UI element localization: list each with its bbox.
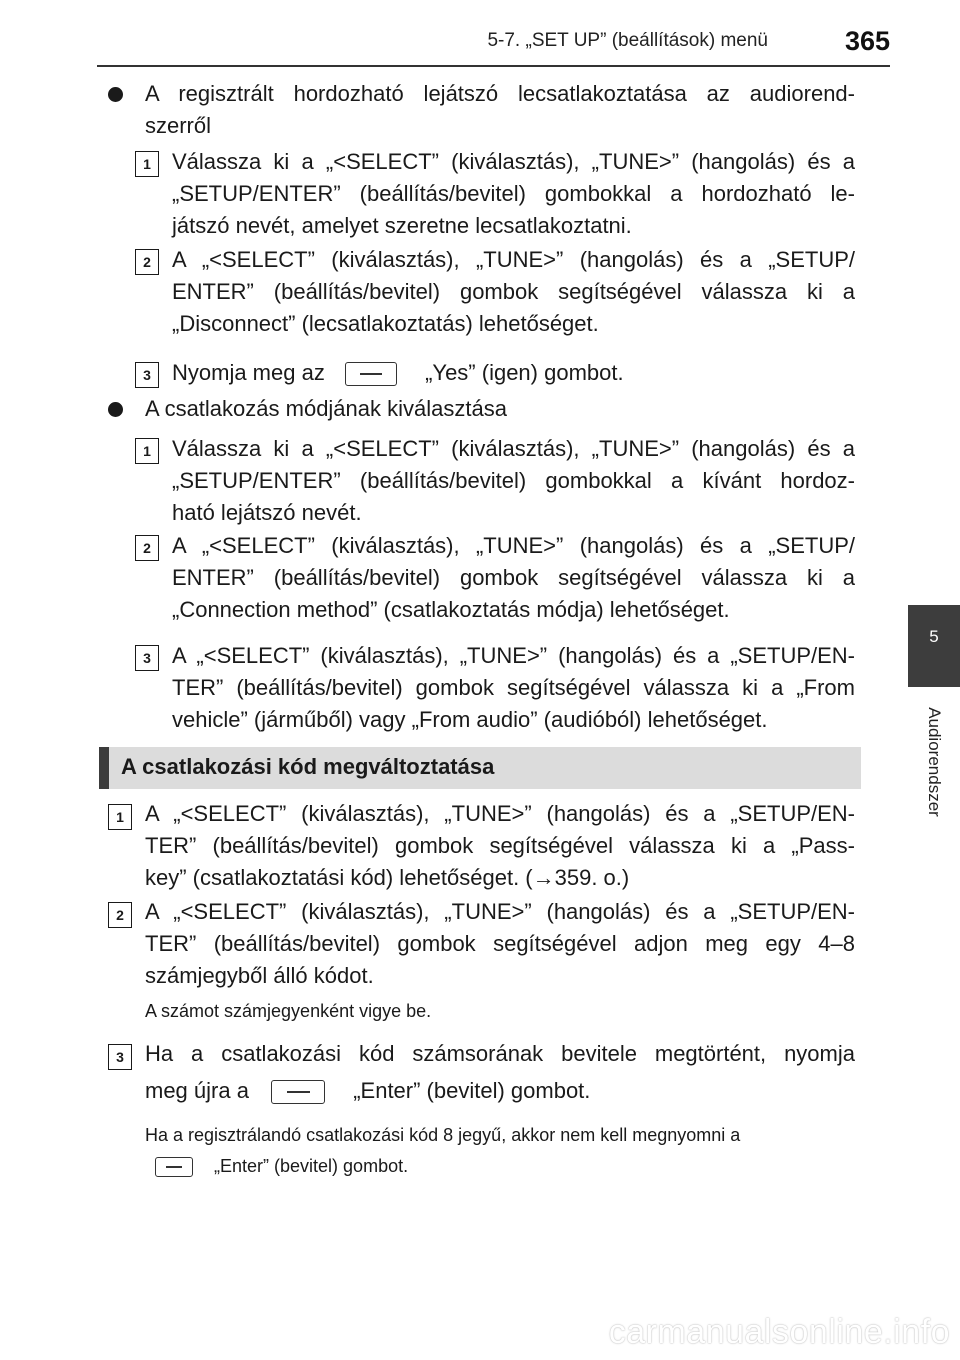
step-text: A „<SELECT” (kiválasztás), „TUNE>” (hangolás) és a „SETUP/EN- xyxy=(145,801,855,826)
step-text: TER” (beállítás/bevitel) gombok segítségével válassza ki a „Pass- xyxy=(145,833,855,858)
step-text: Válassza ki a „<SELECT” (kiválasztás), „TUNE>” (hangolás) és a xyxy=(172,436,855,461)
step-text: TER” (beállítás/bevitel) gombok segítségével válassza ki a „From xyxy=(172,675,855,700)
step-text: TER” (beállítás/bevitel) gombok segítségével adjon meg egy 4–8 xyxy=(145,931,855,956)
step-number-badge: 3 xyxy=(135,645,159,671)
step-note: Ha a regisztrálandó csatlakozási kód 8 jegyű, akkor nem kell megnyomni a xyxy=(145,1125,741,1145)
chapter-label: Audiorendszer xyxy=(925,707,944,817)
step-number-badge: 3 xyxy=(135,362,159,388)
watermark: carmanualsonline.info xyxy=(608,1313,950,1351)
screen-button-icon xyxy=(345,362,397,386)
screen-button-icon xyxy=(155,1157,193,1177)
step-text-before: Nyomja meg az xyxy=(172,360,325,385)
step-text-after: „Enter” (bevitel) gombot. xyxy=(353,1078,591,1103)
step-text: Ha a csatlakozási kód számsorának bevitele megtörtént, nyomja xyxy=(145,1041,855,1066)
bullet-icon xyxy=(108,87,123,102)
step-text: játszó nevét, amelyet szeretne lecsatlakoztatni. xyxy=(172,213,632,238)
step-text: A „<SELECT” (kiválasztás), „TUNE>” (hangolás) és a „SETUP/EN- xyxy=(172,643,855,668)
step-text: „Connection method” (csatlakoztatás módja) lehetőséget. xyxy=(172,597,730,622)
step-text: Válassza ki a „<SELECT” (kiválasztás), „TUNE>” (hangolás) és a xyxy=(172,149,855,174)
bullet-title: A csatlakozás módjának kiválasztása xyxy=(145,396,507,421)
step-text xyxy=(172,358,624,388)
step-number-badge: 1 xyxy=(135,151,159,177)
step-text: „SETUP/ENTER” (beállítás/bevitel) gombokkal a kívánt hordoz- xyxy=(172,468,855,493)
bullet-title: szerről xyxy=(145,113,212,138)
step-number-badge: 1 xyxy=(108,804,132,830)
chapter-number: 5 xyxy=(929,627,939,646)
section-header xyxy=(99,747,861,789)
step-text: A „<SELECT” (kiválasztás), „TUNE>” (hangolás) és a „SETUP/ xyxy=(172,533,855,558)
step-text: vehicle” (járműből) vagy „From audio” (audióból) lehetőséget. xyxy=(172,707,768,732)
step-text: key” (csatlakoztatási kód) lehetőséget. (→359. o.) xyxy=(145,865,630,890)
step-number-badge: 2 xyxy=(108,902,132,928)
step-text: „Disconnect” (lecsatlakoztatás) lehetőséget. xyxy=(172,311,599,336)
step-text: A „<SELECT” (kiválasztás), „TUNE>” (hangolás) és a „SETUP/ xyxy=(172,247,855,272)
chapter-tab xyxy=(908,605,960,687)
step-note xyxy=(155,1154,408,1178)
step-number-badge: 2 xyxy=(135,535,159,561)
step-text: ENTER” (beállítás/bevitel) gombok segítségével válassza ki a xyxy=(172,279,855,304)
step-text: A „<SELECT” (kiválasztás), „TUNE>” (hangolás) és a „SETUP/EN- xyxy=(145,899,855,924)
step-number-badge: 3 xyxy=(108,1044,132,1070)
step-note: A számot számjegyenként vigye be. xyxy=(145,1001,432,1021)
screen-button-icon xyxy=(271,1080,325,1104)
step-text-before: meg újra a xyxy=(145,1078,249,1103)
step-text: ENTER” (beállítás/bevitel) gombok segítségével válassza ki a xyxy=(172,565,855,590)
header-rule xyxy=(97,65,890,67)
step-text: „SETUP/ENTER” (beállítás/bevitel) gombokkal a hordozható le- xyxy=(172,181,855,206)
bullet-title: A regisztrált hordozható lejátszó lecsatlakoztatása az audiorend- xyxy=(145,81,855,106)
step-text xyxy=(145,1076,590,1106)
page-number: 365 xyxy=(844,26,890,56)
step-number-badge: 2 xyxy=(135,249,159,275)
step-text: ható lejátszó nevét. xyxy=(172,500,362,525)
step-text-after: „Yes” (igen) gombot. xyxy=(425,360,624,385)
section-title: A csatlakozási kód megváltoztatása xyxy=(121,754,495,779)
running-header-section: 5-7. „SET UP” (beállítások) menü xyxy=(487,30,768,51)
step-number-badge: 1 xyxy=(135,438,159,464)
bullet-icon xyxy=(108,402,123,417)
step-text: számjegyből álló kódot. xyxy=(145,963,374,988)
step-note-after: „Enter” (bevitel) gombot. xyxy=(214,1156,409,1176)
